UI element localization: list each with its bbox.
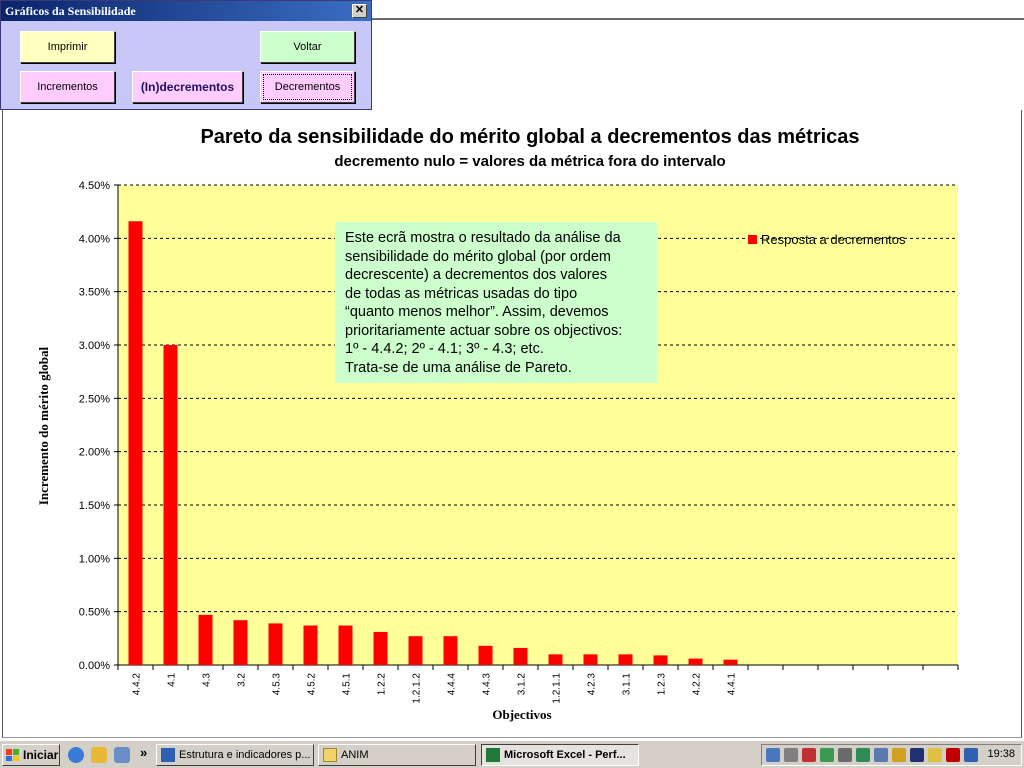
connection-icon[interactable]	[874, 748, 888, 762]
sensitivity-charts-dialog	[0, 0, 372, 110]
folder-tray-icon[interactable]	[928, 748, 942, 762]
y-tick-label: 4.00%	[78, 233, 110, 246]
show-desktop-icon[interactable]	[114, 747, 130, 763]
x-tick-label: 4.4.4	[446, 673, 458, 696]
dialog-title: Gráficos da Sensibilidade	[5, 4, 136, 18]
x-tick-label: 4.5.1	[341, 673, 353, 696]
media-icon[interactable]	[910, 748, 924, 762]
taskbar	[0, 740, 1024, 768]
outlook-icon[interactable]	[91, 747, 107, 763]
x-tick-label: 1.2.1.2	[411, 673, 423, 704]
internet-explorer-icon[interactable]	[68, 747, 84, 763]
task-label: Microsoft Excel - Perf...	[504, 749, 626, 761]
note-line: decrescente) a decrementos dos valores	[345, 267, 607, 283]
bar	[339, 626, 353, 665]
x-axis-label: Objectivos	[492, 707, 552, 722]
y-tick-label: 0.00%	[78, 660, 110, 672]
y-tick-label: 4.50%	[78, 180, 110, 192]
update-icon[interactable]	[820, 748, 834, 762]
close-icon[interactable]: ✕	[352, 4, 367, 18]
folder-icon	[323, 748, 337, 762]
monitor-icon[interactable]	[964, 748, 978, 762]
x-tick-label: 3.1.2	[516, 673, 528, 696]
y-tick-label: 3.50%	[78, 286, 110, 299]
word-icon	[161, 748, 175, 762]
bar	[129, 221, 143, 665]
bar	[444, 636, 458, 665]
bar	[304, 626, 318, 665]
explanation-textbox	[335, 222, 657, 383]
bar	[724, 660, 738, 665]
y-tick-label: 1.00%	[78, 553, 110, 566]
bar	[409, 636, 423, 665]
chart-subtitle: decremento nulo = valores da métrica fora do intervalo	[334, 153, 726, 170]
chart-title: Pareto da sensibilidade do mérito global a decrementos das métricas	[200, 126, 860, 148]
bar	[199, 615, 213, 665]
x-tick-label: 4.2.3	[586, 673, 598, 696]
note-line: “quanto menos melhor”. Assim, devemos	[345, 304, 609, 320]
m-app-icon[interactable]	[946, 748, 960, 762]
task-anim-folder[interactable]	[318, 744, 476, 766]
start-label: Iniciar	[23, 748, 59, 762]
increments-button[interactable]: Incrementos	[20, 71, 115, 103]
y-tick-label: 1.50%	[78, 500, 110, 512]
note-line: sensibilidade do mérito global (por ordem	[345, 248, 611, 265]
x-tick-label: 3.2	[236, 673, 248, 687]
x-tick-label: 1.2.3	[656, 673, 668, 696]
legend-label: Resposta a decrementos	[761, 232, 906, 247]
x-tick-label: 4.3	[201, 673, 213, 687]
quicklaunch-more-icon[interactable]: »	[140, 745, 148, 760]
note-line: Trata-se de uma análise de Pareto.	[345, 359, 572, 376]
y-axis-label: Incremento do mérito global	[36, 346, 51, 506]
decrements-button[interactable]: Decrementos	[260, 71, 355, 103]
sync-icon[interactable]	[856, 748, 870, 762]
note-line: de todas as métricas usadas do tipo	[345, 285, 578, 302]
bar	[584, 654, 598, 665]
legend-swatch	[748, 235, 757, 244]
task-label: ANIM	[341, 749, 369, 761]
bar	[619, 654, 633, 665]
x-tick-label: 4.1	[166, 673, 178, 687]
y-tick-label: 2.50%	[78, 393, 110, 406]
x-tick-label: 4.5.3	[271, 673, 283, 696]
y-tick-label: 2.00%	[78, 446, 110, 459]
antivirus-icon[interactable]	[802, 748, 816, 762]
network-icon[interactable]	[766, 748, 780, 762]
bar	[479, 646, 493, 665]
in-decrements-button[interactable]: (In)decrementos	[132, 71, 243, 103]
note-line: 1º - 4.4.2; 2º - 4.1; 3º - 4.3; etc.	[345, 341, 544, 357]
bar	[689, 659, 703, 665]
chart-legend	[748, 232, 906, 247]
x-tick-label: 4.2.2	[691, 673, 703, 696]
note-line: prioritariamente actuar sobre os objectivos:	[345, 322, 623, 339]
x-tick-label: 4.4.3	[481, 673, 493, 696]
bar	[654, 655, 668, 665]
dialog-titlebar[interactable]	[1, 1, 371, 21]
x-tick-label: 3.1.1	[621, 673, 633, 696]
windows-logo-icon	[6, 749, 19, 761]
x-tick-label: 4.5.2	[306, 673, 318, 696]
y-tick-label: 0.50%	[78, 606, 110, 619]
x-tick-label: 1.2.1.1	[551, 673, 563, 704]
clock: 19:38	[987, 748, 1015, 760]
bluetooth-icon[interactable]	[892, 748, 906, 762]
start-button[interactable]	[2, 744, 60, 766]
task-label: Estrutura e indicadores p...	[179, 749, 311, 761]
task-excel[interactable]	[481, 744, 639, 766]
bar	[549, 654, 563, 665]
system-tray	[761, 744, 1022, 766]
bar	[514, 648, 528, 665]
bar	[234, 620, 248, 665]
back-button[interactable]: Voltar	[260, 31, 355, 63]
bar	[164, 345, 178, 665]
task-word-document[interactable]	[156, 744, 314, 766]
bar	[374, 632, 388, 665]
x-tick-label: 4.4.1	[726, 673, 738, 696]
x-tick-label: 1.2.2	[376, 673, 388, 696]
note-line: Este ecrã mostra o resultado da análise da	[345, 230, 621, 246]
y-tick-label: 3.00%	[78, 340, 110, 352]
x-tick-label: 4.4.2	[131, 673, 143, 696]
settings-icon[interactable]	[838, 748, 852, 762]
volume-icon[interactable]	[784, 748, 798, 762]
bar	[269, 623, 283, 665]
excel-icon	[486, 748, 500, 762]
print-button[interactable]: Imprimir	[20, 31, 115, 63]
